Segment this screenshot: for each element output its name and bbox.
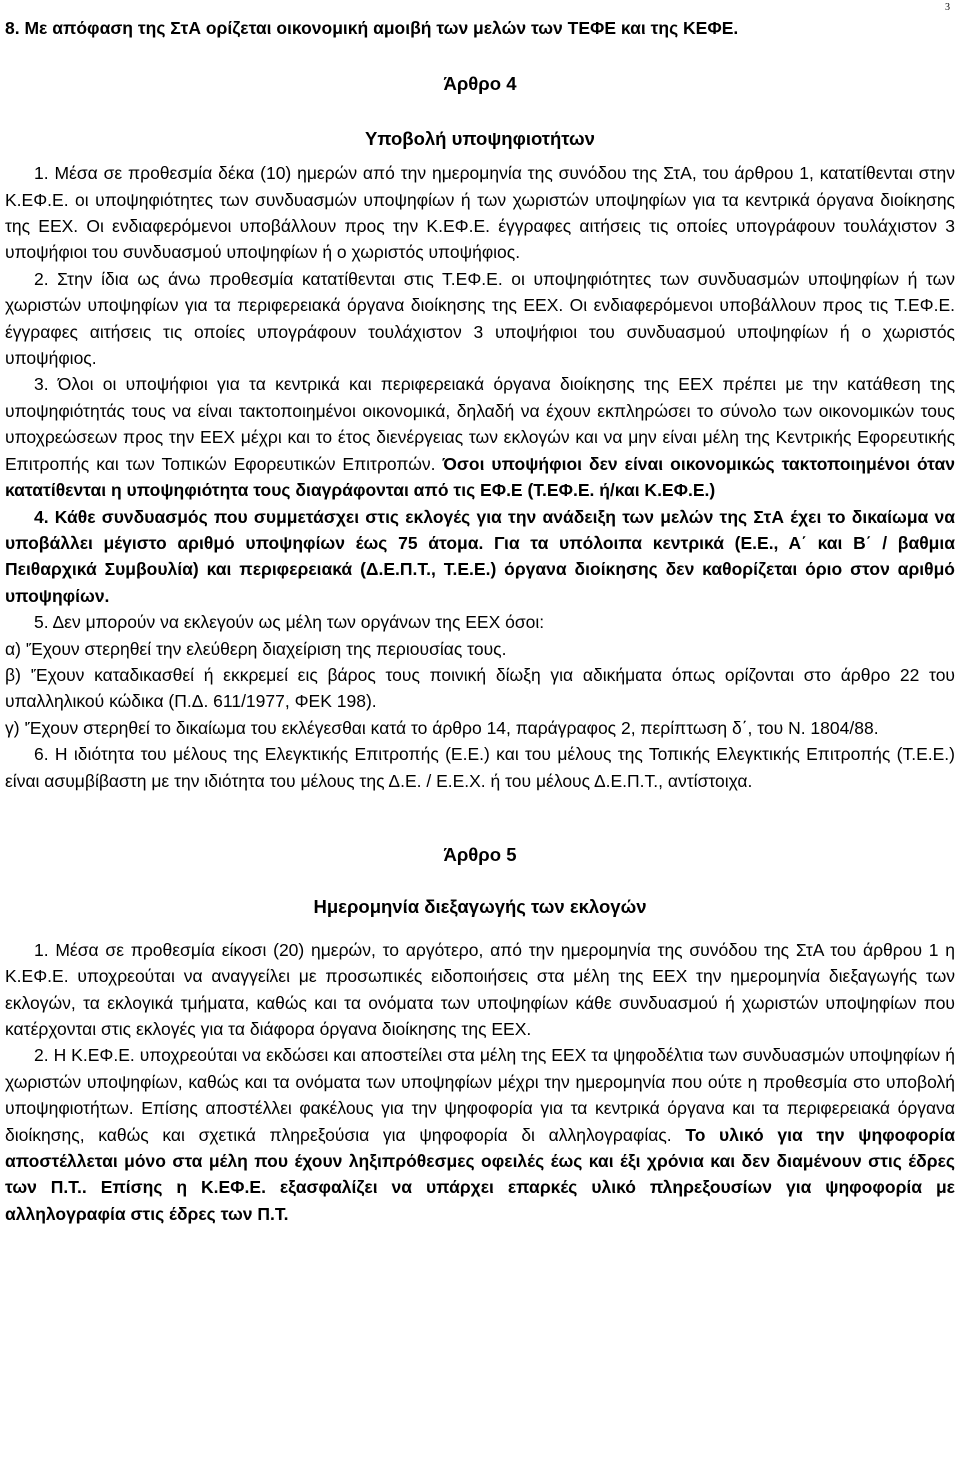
article-4-paragraph-5-intro: 5. Δεν μπορούν να εκλεγούν ως μέλη των οργάνων της ΕΕΧ όσοι: (34, 612, 545, 633)
article-4-paragraph-5b: β) 'Έχουν καταδικασθεί ή εκκρεμεί εις βάρος τους ποινική δίωξη για αδικήματα όπως ορίζονται στο άρθρο 22 του υπαλληλικού κώδικα (Π.Δ. 611/1977, ΦΕΚ 198). (5, 664, 955, 712)
document-body (5, 15, 955, 1227)
article-4-title: Άρθρο 4 (443, 73, 517, 95)
article-5-paragraph-2 (5, 1042, 955, 1227)
article-4-paragraph-3 (5, 371, 955, 503)
page-number: 3 (945, 2, 950, 13)
article-4-paragraph-6: 6. Η ιδιότητα του μέλους της Ελεγκτικής Επιτροπής (Ε.Ε.) και του μέλους της Τοπικής Ελεγκτικής Επιτροπής (Τ.Ε.Ε.) είναι ασυμβίβαστη με την ιδιότητα του μέλους της Δ.Ε. / Ε.Ε.Χ. ή του μέλους Δ.Ε.Π.Τ., αντίστοιχα. (5, 744, 955, 791)
article-5-paragraph-2-bold: Το υλικό για την ψηφοφορία αποστέλλεται μόνο στα μέλη που έχουν ληξιπρόθεσμες οφειλές έως και έξι χρόνια και δεν διαμένουν στις έδρες των Π.Τ.. Επίσης η Κ.ΕΦ.Ε. εξασφαλίζει να υπάρχει επαρκές υλικό πληρεξουσίων για ψηφοφορία με αλληλογραφία στις έδρες των Π.Τ. (5, 1124, 955, 1224)
article-4-paragraph-1: 1. Μέσα σε προθεσμία δέκα (10) ημερών από την ημερομηνία της συνόδου της ΣτΑ, του άρθρου 1, κατατίθενται στην Κ.ΕΦ.Ε. οι υποψηφιότητες των συνδυασμών υποψηφίων ή των χωριστών υποψηφίων για τα κεντρικά όργανα διοίκησης της ΕΕΧ. Οι ενδιαφερόμενοι υποβάλλουν προς την Κ.ΕΦ.Ε. έγγραφες αιτήσεις τις οποίες υπογράφουν τουλάχιστον 3 υποψήφιοι του συνδυασμού υποψηφίων ή ο χωριστός υποψήφιος. (5, 163, 955, 263)
article-5-paragraph-1: 1. Μέσα σε προθεσμία είκοσι (20) ημερών, το αργότερο, από την ημερομηνία της συνόδου της ΣτΑ του άρθρου 1 η Κ.ΕΦ.Ε. υποχρεούται να αναγγείλει με προσωπικές ειδοποιήσεις στα μέλη της ΕΕΧ την ημερομηνία διεξαγωγής των εκλογών, τα εκλογικά τμήματα, καθώς και τα ονόματα των υποψηφίων κάθε συνδυασμού ή χωριστών υποψηφίων που κατέρχονται στις εκλογές για τα διάφορα όργανα διοίκησης της ΕΕΧ. (5, 939, 955, 1039)
article-4-subtitle: Υποβολή υποψηφιοτήτων (365, 127, 595, 149)
article-4-paragraph-5c: γ) 'Έχουν στερηθεί το δικαίωμα του εκλέγεσθαι κατά το άρθρο 14, παράγραφος 2, περίπτωση δ΄, του Ν. 1804/88. (5, 717, 879, 738)
article-4-paragraph-3-bold: Όσοι υποψήφιοι δεν είναι οικονομικώς τακτοποιημένοι όταν κατατίθενται η υποψηφιότητα τους διαγράφονται από τις ΕΦ.Ε (Τ.ΕΦ.Ε. ή/και Κ.ΕΦ.Ε.) (5, 453, 955, 501)
article-5-subtitle: Ημερομηνία διεξαγωγής των εκλογών (313, 896, 647, 918)
article-4-paragraph-3-text: 3. Όλοι οι υποψήφιοι για τα κεντρικά και περιφερειακά όργανα διοίκησης της ΕΕΧ πρέπει με την κατάθεση της υποψηφιότητάς τους να είναι τακτοποιημένοι οικονομικά, δηλαδή να έχουν εκπληρώσει το σύνολο των οικονομικών τους υποχρεώσεων προς την ΕΕΧ μέχρι και το έτος διενέργειας των εκλογών και να μην είναι μέλη της Κεντρικής Εφορευτικής Επιτροπής και των Τοπικών Εφορευτικών Επιτροπών. (5, 374, 955, 474)
article-4-paragraph-2: 2. Στην ίδια ως άνω προθεσμία κατατίθενται στις Τ.ΕΦ.Ε. οι υποψηφιότητες των συνδυασμών υποψηφίων ή των χωριστών υποψηφίων για τα περιφερειακά όργανα διοίκησης της ΕΕΧ. Οι ενδιαφερόμενοι υποβάλλουν προς τις Τ.ΕΦ.Ε. έγγραφες αιτήσεις τις οποίες υπογράφουν τουλάχιστον 3 υποψήφιοι του συνδυασμού υποψηφίων ή ο χωριστός υποψήφιος. (5, 268, 955, 369)
item-8: 8. Με απόφαση της ΣτΑ ορίζεται οικονομική αμοιβή των μελών των ΤΕΦΕ και της ΚΕΦΕ. (5, 18, 739, 38)
article-5-title: Άρθρο 5 (443, 843, 517, 865)
article-5-paragraph-2-text: 2. Η Κ.ΕΦ.Ε. υποχρεούται να εκδώσει και αποστείλει στα μέλη της ΕΕΧ τα ψηφοδέλτια των συνδυασμών υποψηφίων ή χωριστών υποψηφίων, καθώς και τα ονόματα των υποψηφίων μέχρι την ημερομηνία που ούτε η προθεσμία στο υποβολή υποψηφιοτήτων. Επίσης αποστέλλει φακέλους για την ψηφοφορία για τα κεντρικά όργανα και τα περιφερειακά όργανα διοίκησης, καθώς και σχετικά πληρεξούσια για ψηφοφορία δι αλληλογραφίας. (5, 1045, 955, 1145)
article-4-paragraph-5a: α) 'Έχουν στερηθεί την ελεύθερη διαχείριση της περιουσίας τους. (5, 638, 507, 659)
article-4-paragraph-4: 4. Κάθε συνδυασμός που συμμετάσχει στις εκλογές για την ανάδειξη των μελών της ΣτΑ έχει το δικαίωμα να υποβάλλει μέγιστο αριθμό υποψηφίων έως 75 άτομα. Για τα υπόλοιπα κεντρικά (Ε.Ε., Α΄ και Β΄ / βαθμια Πειθαρχικά Συμβουλία) και περιφερειακά (Δ.Ε.Π.Τ., Τ.Ε.Ε.) όργανα διοίκησης δεν καθορίζεται όριο στον αριθμό υποψηφίων. (5, 506, 955, 606)
